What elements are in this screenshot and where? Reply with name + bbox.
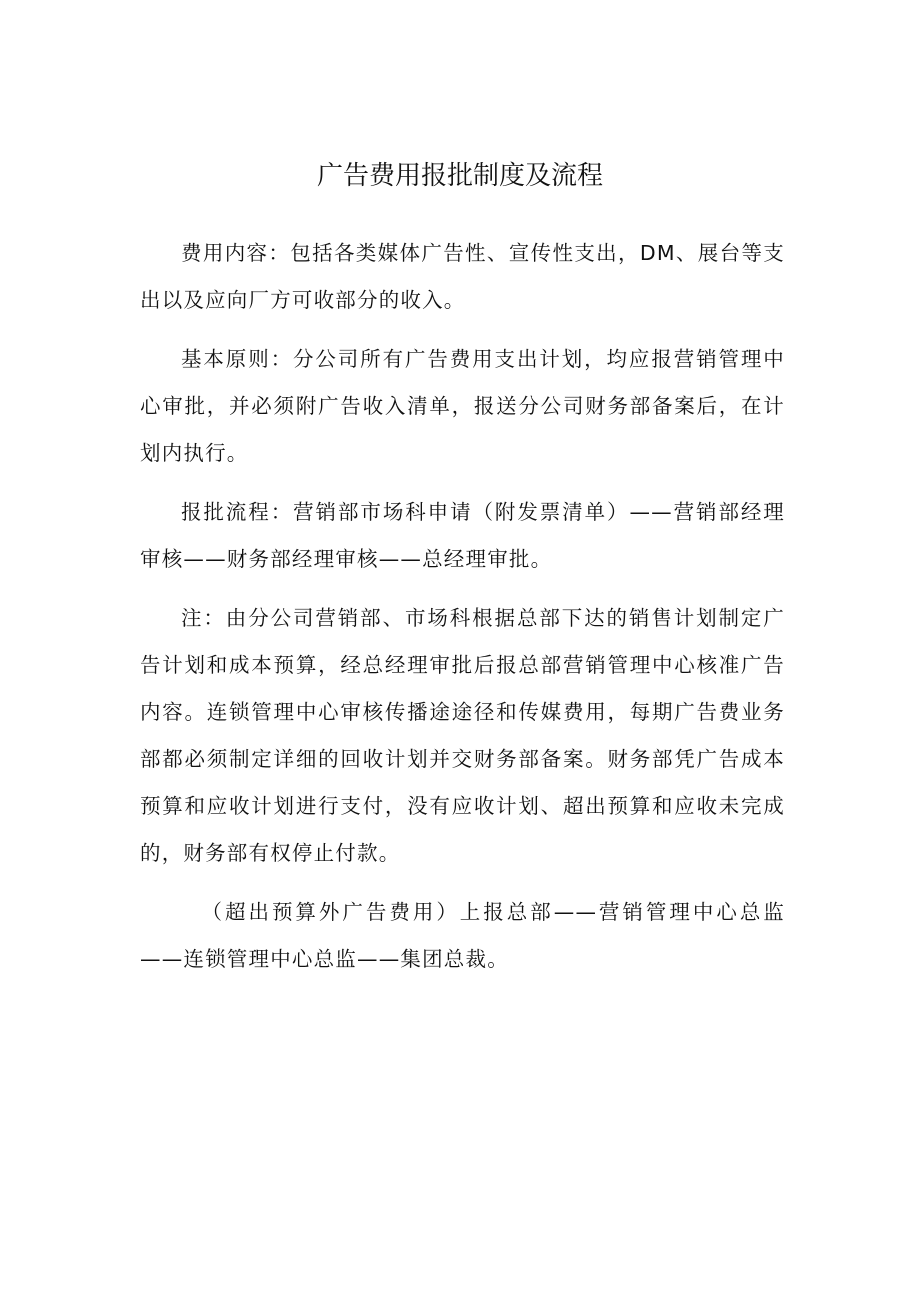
document-title: 广告费用报批制度及流程: [316, 161, 603, 191]
paragraph-over-budget-flow: （超出预算外广告费用）上报总部——营销管理中心总监——连锁管理中心总监——集团总裁。: [140, 900, 785, 971]
paragraph-approval-process: 报批流程：营销部市场科申请（附发票清单）——营销部经理审核——财务部经理审核——总经理审批。: [140, 500, 785, 571]
document-body: [140, 230, 785, 995]
paragraph-note: 注：由分公司营销部、市场科根据总部下达的销售计划制定广告计划和成本预算，经总经理审批后报总部营销管理中心核准广告内容。连锁管理中心审核传播途途径和传媒费用，每期广告费业务部都必须制定详细的回收计划并交财务部备案。财务部凭广告成本预算和应收计划进行支付，没有应收计划、超出预算和应收未完成的，财务部有权停止付款。: [140, 606, 785, 865]
paragraph-basic-principle: 基本原则：分公司所有广告费用支出计划，均应报营销管理中心审批，并必须附广告收入清单，报送分公司财务部备案后，在计划内执行。: [140, 347, 785, 465]
paragraph-expense-content: 费用内容：包括各类媒体广告性、宣传性支出，DM、展台等支出以及应向厂方可收部分的收入。: [140, 241, 785, 312]
